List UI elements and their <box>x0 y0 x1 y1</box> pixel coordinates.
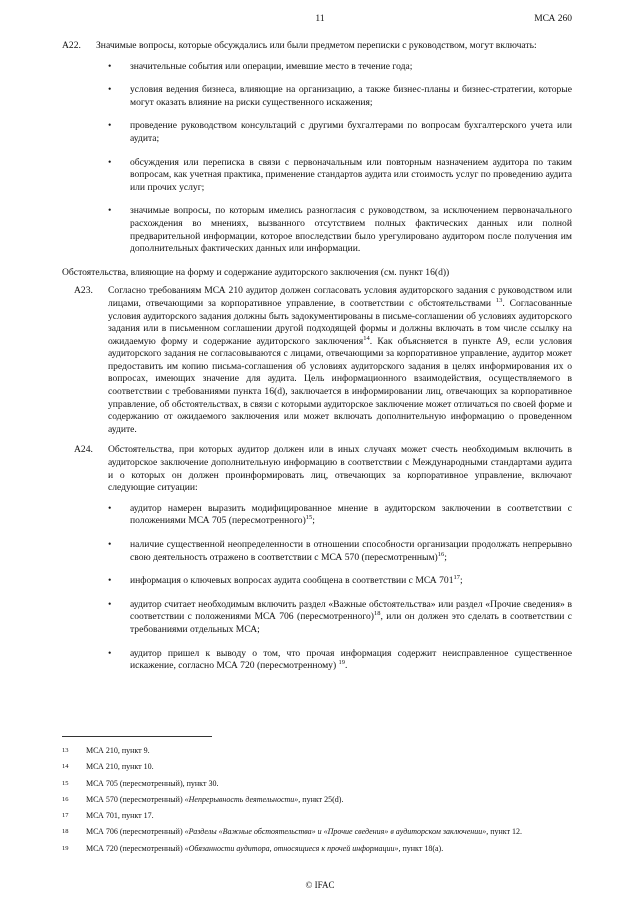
paragraph-number: A23. <box>74 285 93 297</box>
footnote: 13 МСА 210, пункт 9. <box>62 746 150 755</box>
footnote-ref[interactable]: 17 <box>453 574 461 582</box>
footnote-ref[interactable]: 18 <box>374 610 381 618</box>
list-item: • проведение руководством консультаций с другими бухгалтерами по вопросам бухгалтерского учета или аудита; <box>108 120 572 144</box>
paragraph-text: Значимые вопросы, которые обсуждались или были предметом переписки с руководством, могут включать: <box>96 40 537 51</box>
paragraph-a23 <box>74 285 572 436</box>
bullet-icon: • <box>108 502 112 514</box>
bullet-icon: • <box>108 575 112 587</box>
list-item: • значимые вопросы, по которым имелись разногласия с руководством, за исключением первоначального расхождения во мнениях, вызванного отсутствием полных фактических данных или полной предварительной информации, которое впоследствии было урегулировано аудитором после получения им дополнительных фактических данных или информации. <box>108 205 572 255</box>
bullet-icon: • <box>108 60 112 72</box>
footnote: 16 МСА 570 (пересмотренный) «Непрерывность деятельности», пункт 25(d). <box>62 794 344 804</box>
footnote-ref[interactable]: 16 <box>437 550 445 558</box>
list-item: • аудитор считает необходимым включить раздел «Важные обстоятельства» или раздел «Прочие сведения» в соответствии с положениями МСА 706 (пересмотренного)$^{18}$, или он должен это сделать в соответствии с требованиями отдельных МСА; <box>108 598 572 635</box>
list-item: • условия ведения бизнеса, влияющие на организацию, а также бизнес-планы и бизнес-стратегии, которые могут оказать влияние на риски существенного искажения; <box>108 84 572 108</box>
paragraph-text: Обстоятельства, при которых аудитор должен или в иных случаях может счесть необходимым включить в аудиторское заключение дополнительную информацию в соответствии с Международными стандартами аудита и о которых он должен проинформировать лиц, отвечающих за корпоративное управление, включают следующие ситуации: <box>108 444 572 494</box>
footnote-divider <box>62 736 212 737</box>
footnotes <box>62 736 572 860</box>
a22-bullet-list <box>108 61 572 256</box>
footnote: 17 МСА 701, пункт 17. <box>62 811 154 821</box>
a24-bullet-list <box>108 503 572 673</box>
paragraph-a22 <box>62 40 572 53</box>
bullet-icon: • <box>108 156 112 168</box>
footnote-ref[interactable]: 15 <box>305 514 313 522</box>
footnote: 18 МСА 706 (пересмотренный) «Разделы «Важные обстоятельства» и «Прочие сведения» в аудиторском заключении», пункт 12. <box>62 827 523 837</box>
list-item: • обсуждения или переписка в связи с первоначальным или повторным назначением аудитора по таким вопросам, как учетная практика, применение стандартов аудита или стоимость услуг по проведению аудита или прочих услуг; <box>108 156 572 193</box>
bullet-icon: • <box>108 539 112 550</box>
bullet-icon: • <box>108 120 112 132</box>
copyright-footer: © IFAC <box>305 880 335 890</box>
bullet-icon: • <box>108 205 112 217</box>
paragraph-number: A24. <box>74 444 93 456</box>
section-subheading: Обстоятельства, влияющие на форму и содержание аудиторского заключения (см. пункт 16(d)) <box>62 266 450 278</box>
paragraph-number: A22. <box>62 40 81 51</box>
list-item: • информация о ключевых вопросах аудита сообщена в соответствии с МСА $701^{17}$; <box>108 574 463 587</box>
standard-code: МСА 260 <box>534 14 572 24</box>
footnote-ref[interactable]: 19 <box>338 659 346 667</box>
bullet-icon: • <box>108 647 112 659</box>
list-item: • значительные события или операции, имевшие место в течение года; <box>108 60 413 72</box>
bullet-icon: • <box>108 84 112 96</box>
list-item: • наличие существенной неопределенности в отношении способности организации продолжать непрерывно свою деятельность отражено в соответствии с МСА 570 (пересмотренным)$^{16}$; <box>108 539 572 563</box>
footnote: 19 МСА 720 (пересмотренный) «Обязанности аудитора, относящиеся к прочей информации», пункт 18(a). <box>62 843 444 853</box>
footnote-ref[interactable]: 13 <box>495 296 503 304</box>
paragraph-a24 <box>74 444 572 494</box>
footnote: 14 МСА 210, пункт 10. <box>62 762 154 772</box>
list-item: • аудитор намерен выразить модифицированное мнение в аудиторском заключении в соответствии с положениями МСА 705 (пересмотренного)$^{15}$; <box>108 502 572 527</box>
document-body <box>62 40 572 684</box>
footnote-ref[interactable]: 14 <box>363 334 370 342</box>
bullet-icon: • <box>108 598 112 610</box>
page-number: 11 <box>315 14 325 24</box>
paragraph-text: Согласно требованиям МСА 210 аудитор должен согласовать условия аудиторского задания с руководством или лицами, отвечающими за корпоративное управление, в соответствии с обстоятельствами $^{13}$. Согласованные условия аудиторского задания должны быть задокументированы в письме-соглашении об условиях аудиторского задания или в письменном соглашении другой подходящей формы и должны включать в том числе ссылку на ожидаемую форму и содержание аудиторского заключения$^{14}$. Как объясняется в пункте A9, если условия аудиторского задания не согласовываются с лицами, отвечающими за корпоративное управление, аудитор может предоставить им копию письма-соглашения об условиях аудиторского задания в целях информирования их о вопросах, имеющих значение для аудита. Цель информационного взаимодействия, осуществляемого в соответствии с требованиями пункта 16(d), заключается в информировании лиц, отвечающих за корпоративное управление, об обстоятельствах, в связи с которыми аудиторское заключение может отличаться по своей форме и содержанию от ожидаемого заключения или может включать дополнительную информацию о проведенном аудите. <box>108 285 572 435</box>
footnote: 15 МСА 705 (пересмотренный), пункт 30. <box>62 778 219 788</box>
list-item: • аудитор пришел к выводу о том, что прочая информация содержит неисправленное существенное искажение, согласно МСА 720 (пересмотренному) $^{19}$. <box>108 647 572 672</box>
